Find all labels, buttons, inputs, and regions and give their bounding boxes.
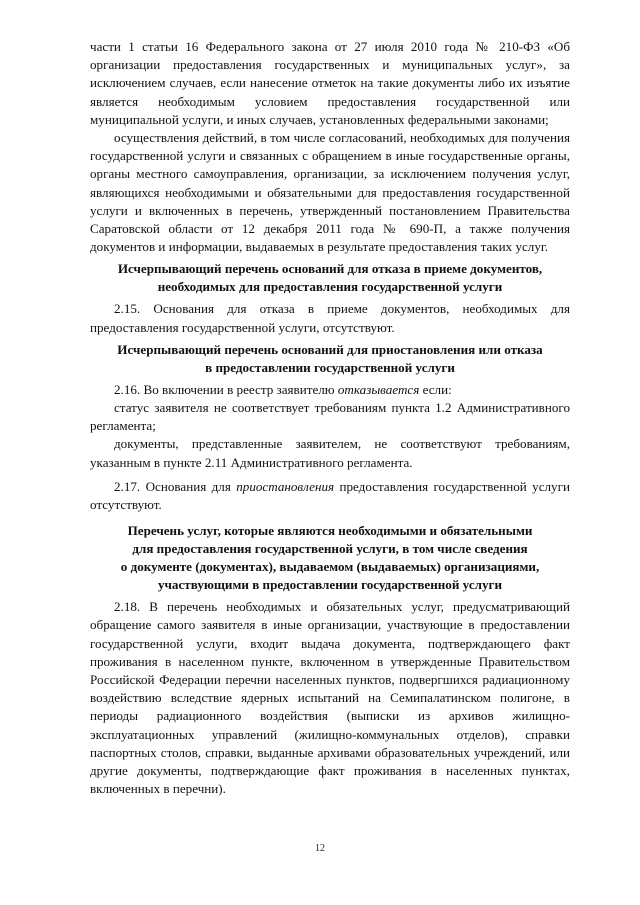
page-number: 12 <box>315 843 325 854</box>
paragraph-2-16 <box>90 381 570 399</box>
heading-line: в предоставлении государственной услуги <box>205 359 455 375</box>
section-heading-suspension <box>90 341 570 377</box>
paragraph-2-15: 2.15. Основания для отказа в приеме документов, необходимых для предоставления государственной услуги, отсутствуют. <box>90 301 570 335</box>
paragraph-documents: документы, представленные заявителем, не соответствуют требованиям, указанным в пункте 2.11 Административного регламента. <box>90 436 570 470</box>
heading-line: Исчерпывающий перечень оснований для отказа в приеме документов, <box>117 261 543 277</box>
heading-line: необходимых для предоставления государственной услуги <box>157 279 503 295</box>
text-run: 2.17. Основания для <box>114 478 237 494</box>
paragraph-continuation: части 1 статьи 16 Федерального закона от 27 июля 2010 года № 210-ФЗ «Об организации предоставления государственных и муниципальных услуг», за исключением случаев, если нанесение отметок на такие документы либо их изъятие является необходимым условием предоставления государственной или муниципальной услуги, и иных случаев, установленных федеральными законами; <box>90 39 570 127</box>
heading-line: Перечень услуг, которые являются необходимыми и обязательными <box>127 523 533 539</box>
text-run: 2.16. Во включении в реестр заявителю <box>114 381 338 397</box>
paragraph-actions: осуществления действий, в том числе согласований, необходимых для получения государственной услуги и связанных с обращением в иные государственные органы, органы местного самоуправления, организации, за исключением получения услуг, являющихся необходимыми и обязательными для предоставления государственной услуги и включенных в перечень, утвержденный постановлением Правительства Саратовской области от 12 декабря 2011 года № 690-П, а также получения документов и информации, выдаваемых в результате предоставления таких услуг. <box>90 130 570 255</box>
heading-line: участвующими в предоставлении государственной услуги <box>157 577 503 593</box>
document-page <box>90 38 570 799</box>
section-heading-required-services <box>90 522 570 594</box>
text-run: предоставления государственной услуги отсутствуют. <box>90 478 570 513</box>
heading-line: о документе (документах), выдаваемом (выдаваемых) организациями, <box>120 559 540 575</box>
heading-line: для предоставления государственной услуги, в том числе сведения <box>132 541 528 557</box>
text-run: если: <box>419 381 452 397</box>
emphasis-text: отказывается <box>337 381 420 397</box>
paragraph-2-17 <box>90 478 570 514</box>
paragraph-2-18: 2.18. В перечень необходимых и обязательных услуг, предусматривающий обращение самого заявителя в иные организации, участвующие в предоставлении государственной услуги, входит выдача документа, подтверждающего факт проживания в населенном пункте, включенном в утвержденные Правительством Российской Федерации перечни населенных пунктов, подвергшихся радиационному воздействию вследствие ядерных испытаний на Семипалатинском полигоне, в периоды радиационного воздействия (выписки из архивов жилищно-эксплуатационных управлений (жилищно-коммунальных отделов), справки паспортных столов, справки, выданные архивами образовательных учреждений, или другие документы, подтверждающие факт проживания в населенных пунктах, включенных в перечни). <box>90 599 570 797</box>
paragraph-status: статус заявителя не соответствует требованиям пункта 1.2 Административного регламента; <box>90 400 570 434</box>
emphasis-text: приостановления <box>236 478 335 494</box>
section-heading-refusal-documents <box>90 260 570 296</box>
heading-line: Исчерпывающий перечень оснований для приостановления или отказа <box>117 341 543 357</box>
